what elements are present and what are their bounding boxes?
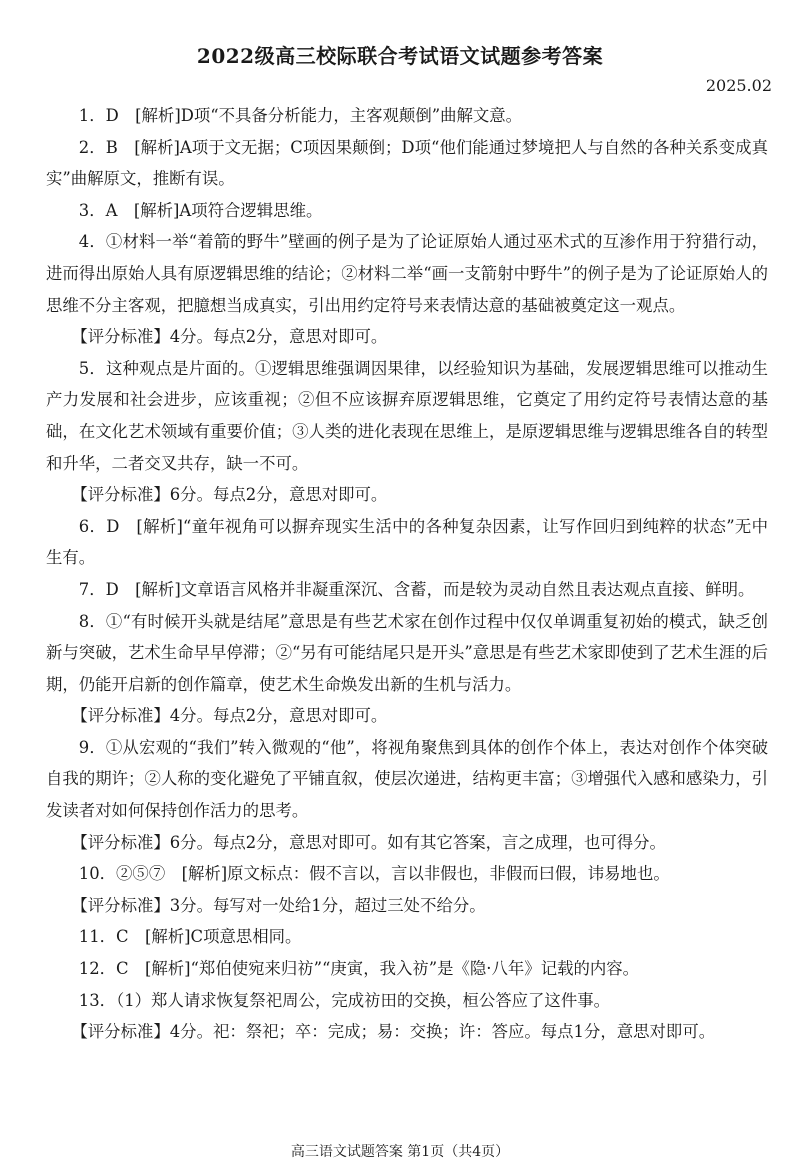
scoring-standard-8: 【评分标准】4分。每点2分，意思对即可。: [71, 706, 388, 726]
answer-item-7: 7．D [解析]文章语言风格并非凝重深沉、含蓄，而是较为灵动自然且表达观点直接、鲜明。: [78, 579, 755, 599]
answer-body: [46, 100, 768, 1048]
page-title: 2022级高三校际联合考试语文试题参考答案: [196, 44, 604, 68]
answer-item-4: 4．①材料一举“着箭的野牛”壁画的例子是为了论证原始人通过巫术式的互渗作用于狩猎行动，进而得出原始人具有原逻辑思维的结论；②材料二举“画一支箭射中野牛”的例子是为了论证原始人的思维不分主客观，把臆想当成真实，引出用约定符号来表情达意的基础被奠定这一观点。: [46, 232, 768, 315]
answer-item-2: 2．B [解析]A项于文无据；C项因果颠倒；D项“他们能通过梦境把人与自然的各种关系变成真实”曲解原文，推断有误。: [46, 137, 768, 189]
answer-item-1: 1．D [解析]D项“不具备分析能力，主客观颠倒”曲解文意。: [78, 106, 523, 125]
scoring-standard-10: 【评分标准】3分。每写对一处给1分，超过三处不给分。: [71, 895, 486, 915]
exam-date: 2025.02: [705, 76, 772, 95]
answer-item-11: 11．C [解析]C项意思相同。: [78, 927, 302, 947]
answer-item-12: 12．C [解析]“郑伯使宛来归祊”“庚寅，我入祊”是《隐·八年》记载的内容。: [78, 959, 640, 979]
answer-item-13: 13．（1）郑人请求恢复祭祀周公，完成祊田的交换，桓公答应了这件事。: [78, 990, 610, 1010]
answer-item-9: 9．①从宏观的“我们”转入微观的“他”，将视角聚焦到具体的创作个体上，表达对创作个体突破自我的期许；②人称的变化避免了平铺直叙，使层次递进，结构更丰富；③增强代入感和感染力，引发读者对如何保持创作活力的思考。: [46, 737, 768, 821]
page-footer: 高三语文试题答案 第1页（共4页）: [290, 1144, 510, 1160]
scoring-standard-9: 【评分标准】6分。每点2分，意思对即可。如有其它答案，言之成理，也可得分。: [71, 832, 666, 852]
answer-item-10: 10．②⑤⑦ [解析]原文标点：假不言以，言以非假也，非假而曰假，讳易地也。: [78, 864, 670, 884]
answer-item-6: 6．D [解析]“童年视角可以摒弃现实生活中的各种复杂因素，让写作回归到纯粹的状态”无中生有。: [46, 516, 768, 568]
answer-item-5: 5．这种观点是片面的。①逻辑思维强调因果律，以经验知识为基础，发展逻辑思维可以推动生产力发展和社会进步，应该重视；②但不应该摒弃原逻辑思维，它奠定了用约定符号表情达意的基础，在文化艺术领域有重要价值；③人类的进化表现在思维上，是原逻辑思维与逻辑思维各自的转型和升华，二者交叉共存，缺一不可。: [46, 358, 768, 473]
answer-item-8: 8．①“有时候开头就是结尾”意思是有些艺术家在创作过程中仅仅单调重复初始的模式，缺乏创新与突破，艺术生命早早停滞；②“另有可能结尾只是开头”意思是有些艺术家即使到了艺术生涯的后期，仍能开启新的创作篇章，使艺术生命焕发出新的生机与活力。: [46, 611, 768, 694]
scoring-standard-13: 【评分标准】4分。祀：祭祀；卒：完成；易：交换；许：答应。每点1分，意思对即可。: [71, 1022, 716, 1042]
scoring-standard-4: 【评分标准】4分。每点2分，意思对即可。: [71, 327, 388, 347]
scoring-standard-5: 【评分标准】6分。每点2分，意思对即可。: [71, 485, 388, 505]
answer-item-3: 3．A [解析]A项符合逻辑思维。: [78, 200, 323, 220]
